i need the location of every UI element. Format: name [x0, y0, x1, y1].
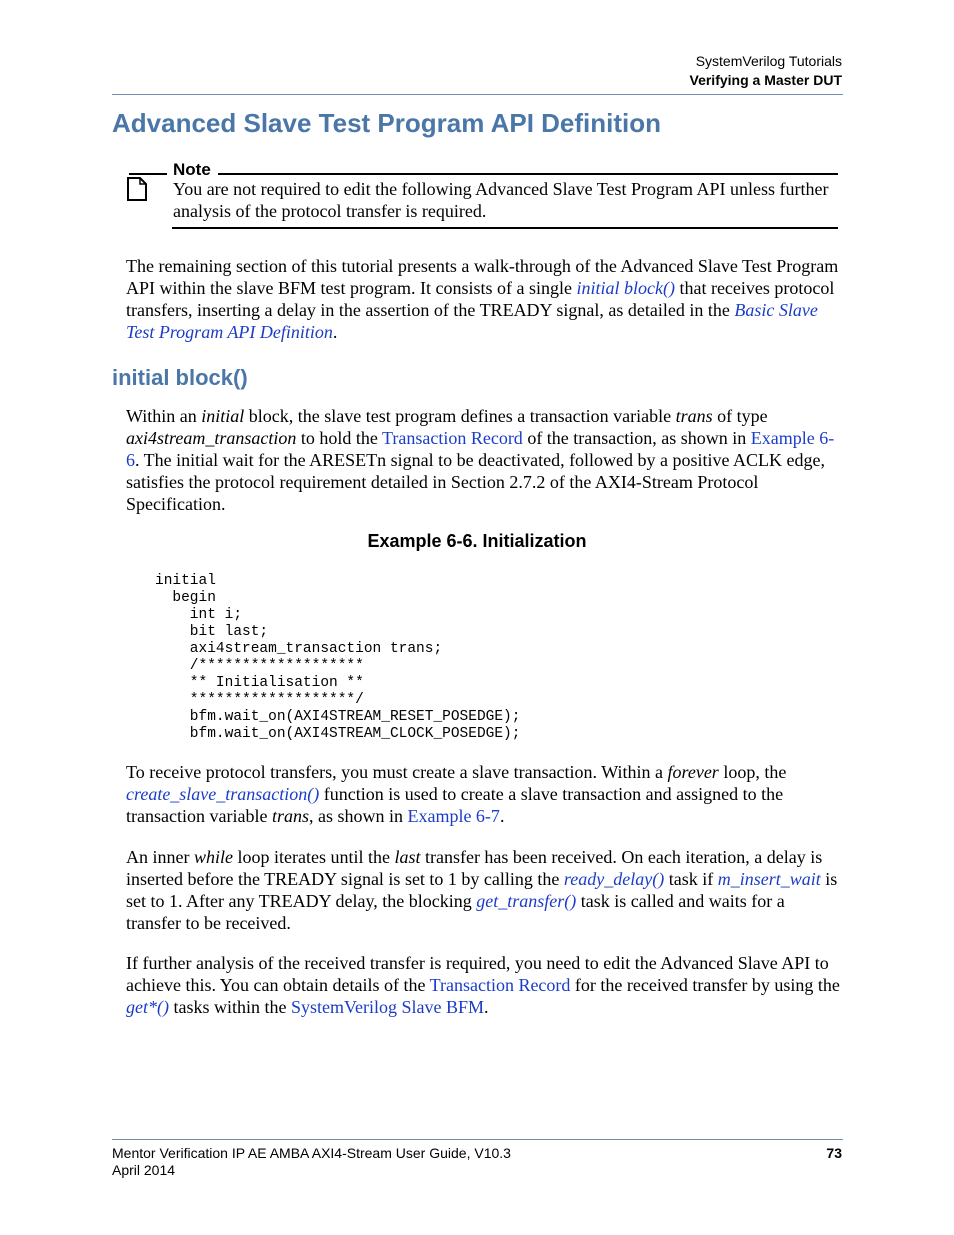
initial-block-paragraph: Within an initial block, the slave test program defines a transaction variable trans of type axi4stream_transaction to hold the Transaction Record of the transaction, as shown in Example 6-6. The initial wait for the ARESETn signal to be deactivated, followed by a positive ACLK edge, satisfies the protocol requirement detailed in Section 2.7.2 of the AXI4-Stream Protocol Specification. [126, 406, 835, 514]
link-example-6-6[interactable]: Example 6-6 [126, 428, 835, 470]
link-transaction-record-2[interactable]: Transaction Record [429, 975, 571, 995]
header-chapter: SystemVerilog Tutorials [695, 53, 842, 69]
header-divider [112, 94, 843, 95]
footer-doc-info [112, 1145, 511, 1179]
link-example-6-7[interactable]: Example 6-7 [407, 806, 500, 826]
footer-date: April 2014 [112, 1162, 176, 1178]
example-caption: Example 6-6. Initialization [367, 531, 587, 551]
link-create-slave-transaction[interactable]: create_slave_transaction() [126, 784, 320, 804]
header-section: Verifying a Master DUT [689, 72, 842, 88]
link-initial-block[interactable]: initial block() [576, 278, 675, 298]
note-text: You are not required to edit the following Advanced Slave Test Program API unless further analysis of the protocol transfer is required. [173, 179, 829, 221]
link-basic-slave-api[interactable]: Basic Slave Test Program API Definition [126, 300, 818, 342]
note-rule-right [218, 173, 838, 175]
note-box [124, 160, 838, 230]
further-analysis-paragraph: If further analysis of the received transfer is required, you need to edit the Advanced Slave API to achieve this. You can obtain details of the Transaction Record for the received transfer by using the get*() tasks within the SystemVerilog Slave BFM. [126, 953, 840, 1017]
footer-doc-title: Mentor Verification IP AE AMBA AXI4-Stream User Guide, V10.3 [112, 1145, 511, 1161]
footer-divider [112, 1139, 843, 1140]
section-heading: initial block() [112, 365, 248, 390]
running-header [690, 52, 843, 90]
link-systemverilog-slave-bfm[interactable]: SystemVerilog Slave BFM [290, 997, 484, 1017]
link-m-insert-wait[interactable]: m_insert_wait [717, 869, 821, 889]
link-get-tasks[interactable]: get*() [126, 997, 169, 1017]
note-label: Note [173, 160, 211, 179]
link-transaction-record[interactable]: Transaction Record [382, 428, 523, 448]
page-number: 73 [826, 1145, 842, 1161]
note-rule-left [129, 173, 167, 175]
while-loop-paragraph: An inner while loop iterates until the last transfer has been received. On each iteration, a delay is inserted before the TREADY signal is set to 1 by calling the ready_delay() task if m_insert_wait is set to 1. After any TREADY delay, the blocking get_transfer() task is called and waits for a transfer to be received. [126, 847, 838, 933]
intro-paragraph: The remaining section of this tutorial presents a walk-through of the Advanced Slave Test Program API within the slave BFM test program. It consists of a single initial block() that receives protocol transfers, inserting a delay in the assertion of the TREADY signal, as detailed in the Basic Slave Test Program API Definition. [126, 256, 839, 342]
code-example: initial begin int i; bit last; axi4stream_transaction trans; /******************* ** Initialisation ** *******************/ bfm.wait_on(AXI4STREAM_RESET_POSEDGE); bfm.wait_on(AXI4STREAM_CLOCK_POSEDGE); [155, 573, 521, 742]
page-title: Advanced Slave Test Program API Definition [112, 108, 662, 138]
forever-loop-paragraph: To receive protocol transfers, you must create a slave transaction. Within a forever loop, the create_slave_transaction() function is used to create a slave transaction and assigned to the transaction variable trans, as shown in Example 6-7. [126, 762, 787, 826]
link-get-transfer[interactable]: get_transfer() [476, 891, 577, 911]
link-ready-delay[interactable]: ready_delay() [563, 869, 665, 889]
note-page-icon [127, 177, 147, 201]
note-rule-bottom [172, 227, 838, 229]
